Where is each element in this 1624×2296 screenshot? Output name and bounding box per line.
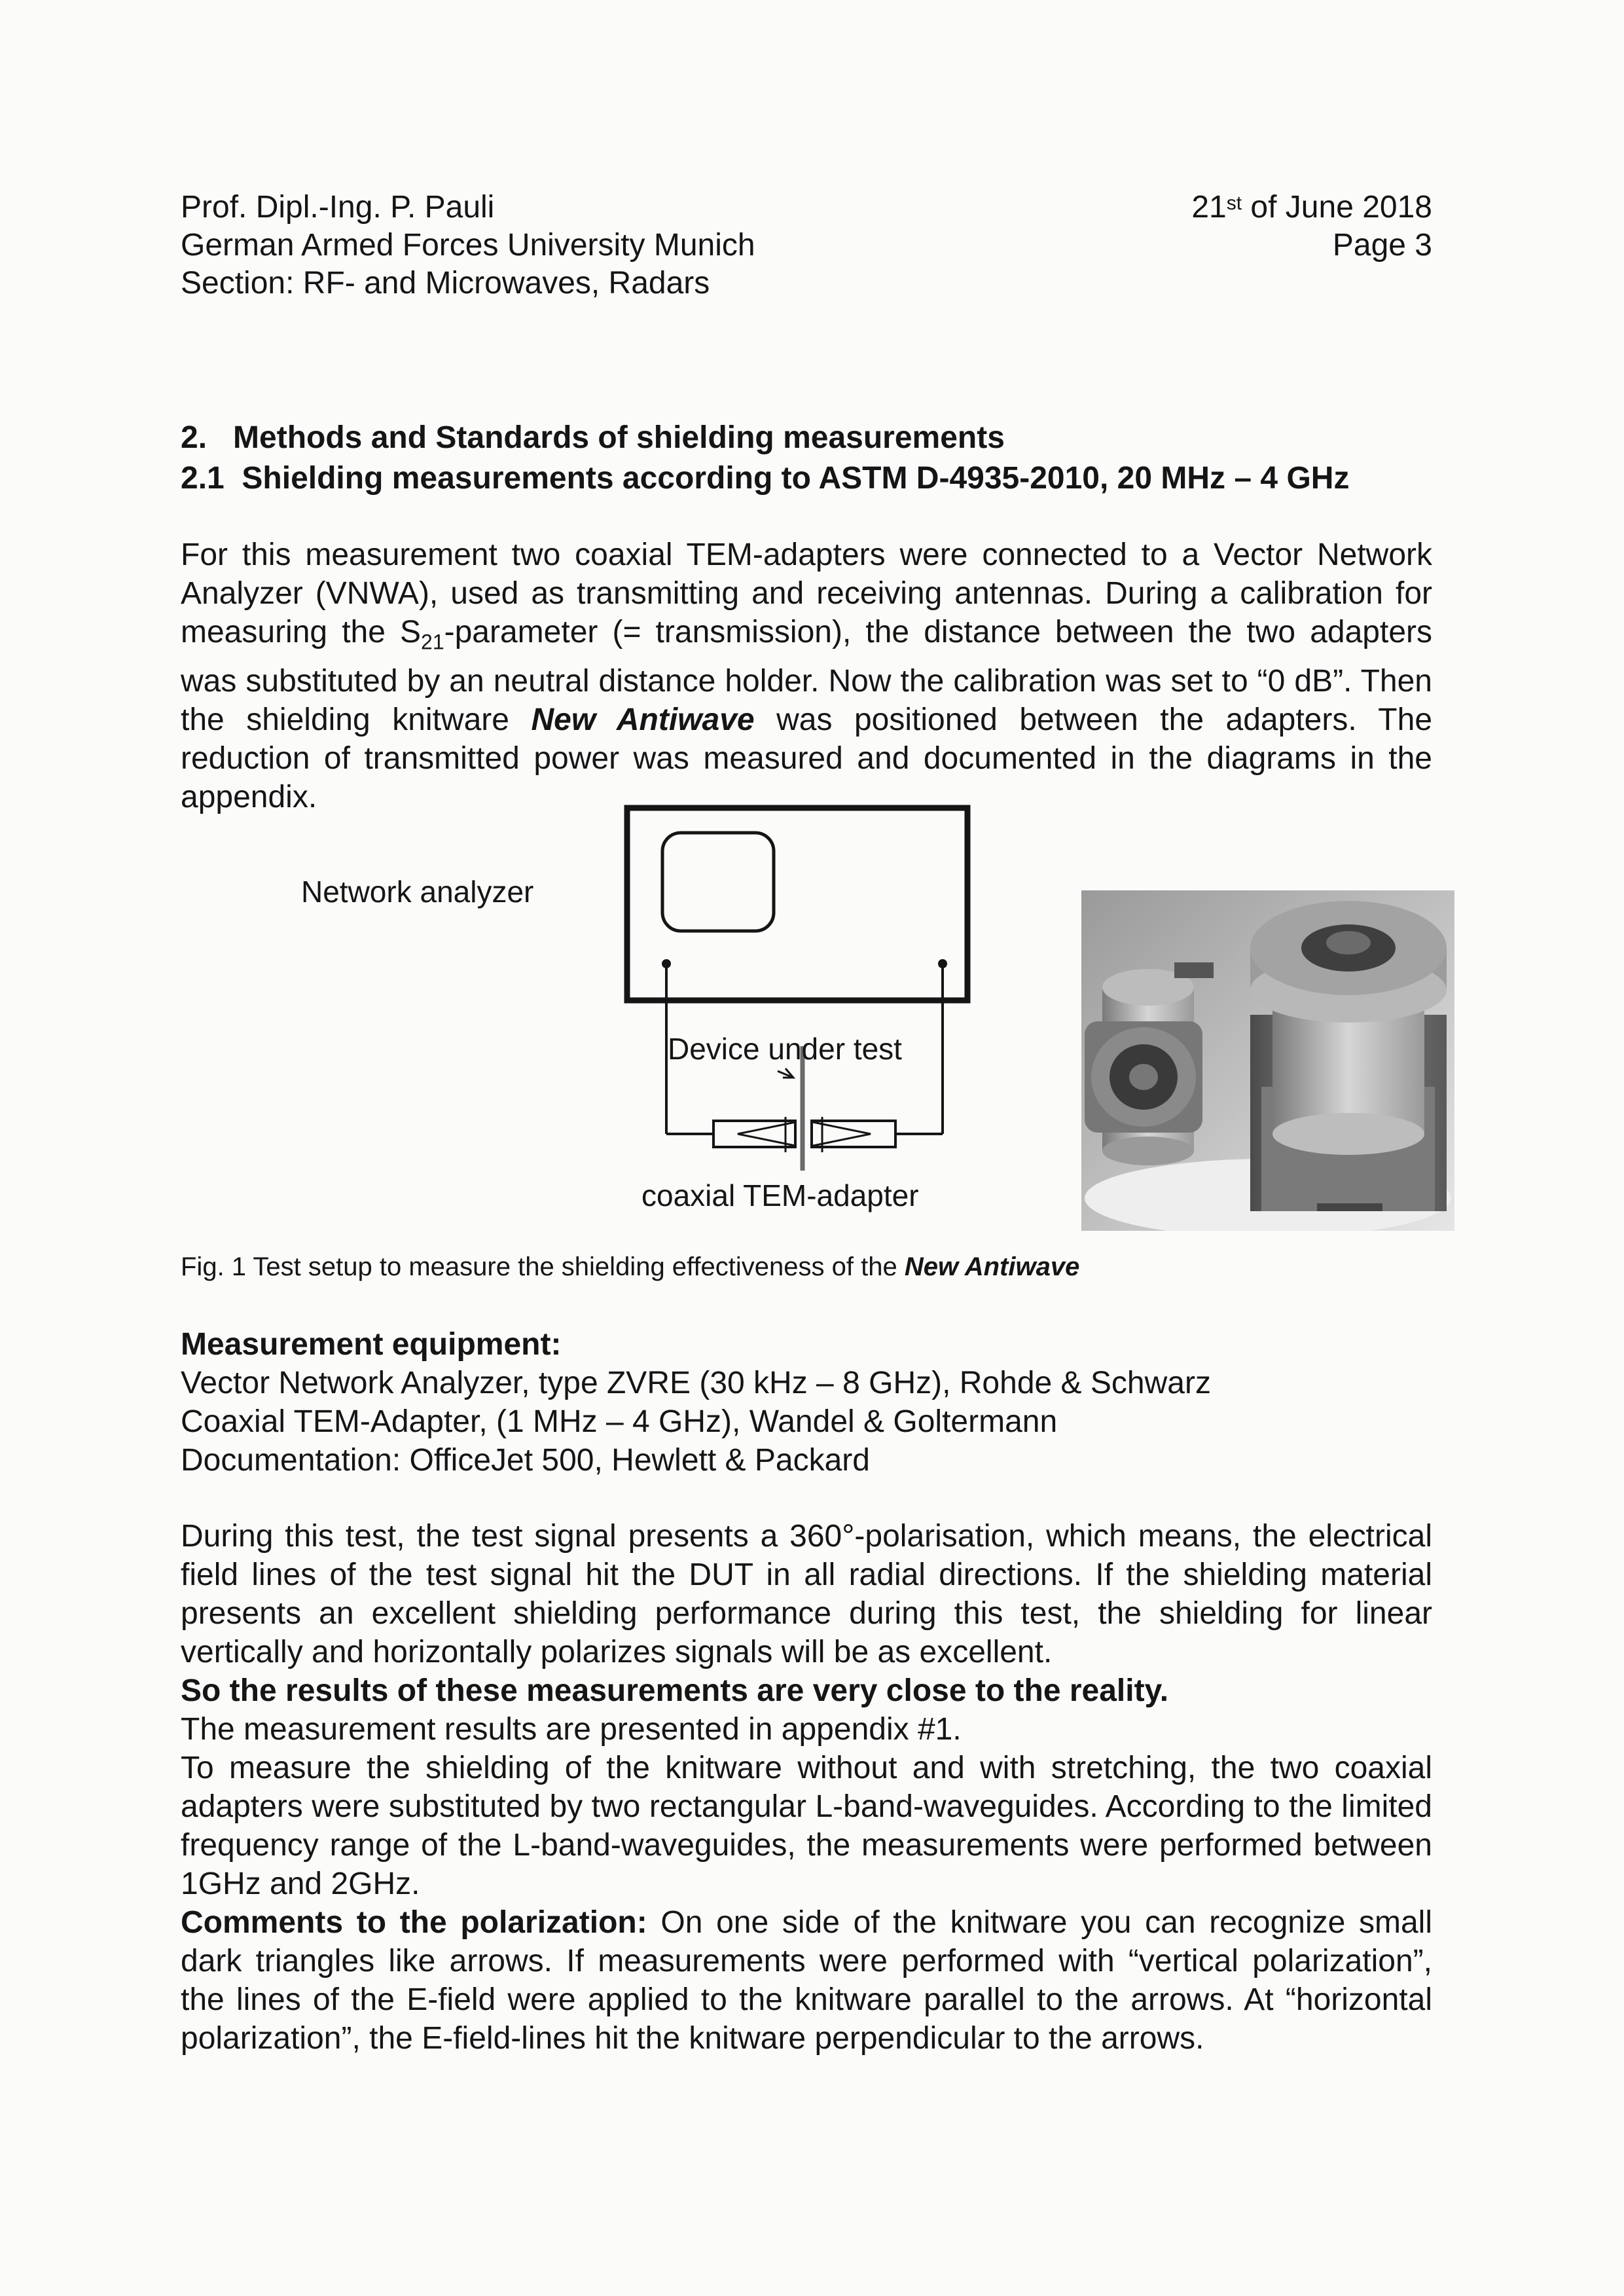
header-left bbox=[181, 189, 1032, 302]
institution: German Armed Forces University Munich bbox=[181, 228, 755, 263]
analyzer-box bbox=[627, 808, 967, 1000]
equipment-item: Coaxial TEM-Adapter, (1 MHz – 4 GHz), Wandel & Goltermann bbox=[181, 1404, 1058, 1439]
page-number: Page 3 bbox=[1332, 228, 1432, 263]
product-name: New Antiwave bbox=[531, 702, 755, 737]
network-analyzer-label: Network analyzer bbox=[301, 875, 534, 909]
test-setup-schematic bbox=[615, 799, 1021, 1218]
equipment-heading: Measurement equipment: bbox=[181, 1327, 562, 1362]
date: 21st of June 2018 bbox=[1191, 190, 1432, 225]
heading-2-1: 2.1 Shielding measurements according to ASTM D-4935-2010, 20 MHz – 4 GHz bbox=[181, 461, 1350, 496]
polarisation-paragraph: During this test, the test signal presents a 360°-polarisation, which means, the electrical field lines of the test signal hit the DUT in all radial directions. If the shielding material presents an excellent shielding performance during this test, the shielding for linear vertically and horizontally polarizes signals will be as excellent. bbox=[181, 1519, 1432, 1669]
adapter-label: coaxial TEM-adapter bbox=[641, 1178, 919, 1212]
intro-paragraph: For this measurement two coaxial TEM-adapters were connected to a Vector Network Analyzer (VNWA), used as transmitting and receiving antennas. During a calibration for measuring the $S_{21}$-parameter (= transmission), the distance between the two adapters was substituted by an neutral distance holder. Now the calibration was set to “0 dB”. Then the shielding knitware New Antiwave was positioned between the adapters. The reduction of transmitted power was measured and documented in the diagrams in the appendix. bbox=[181, 538, 1433, 814]
waveguide-paragraph: To measure the shielding of the knitware without and with stretching, the two coaxial adapters were substituted by two rectangular L-band-waveguides. According to the limited frequency range of the L-band-waveguides, the measurements were performed between 1GHz and 2GHz. bbox=[181, 1751, 1432, 1901]
results-line: The measurement results are presented in appendix #1. bbox=[181, 1712, 962, 1747]
comments-paragraph: Comments to the polarization: On one side of the knitware you can recognize small dark triangles like arrows. If measurements were performed with “vertical polarization”, the lines of the E-field were applied to the knitware parallel to the arrows. At “horizontal polarization”, the E-field-lines hit the knitware perpendicular to the arrows. bbox=[181, 1905, 1433, 2056]
equipment-item: Documentation: OfficeJet 500, Hewlett & Packard bbox=[181, 1443, 870, 1478]
header-right bbox=[1021, 189, 1432, 264]
comments-label: Comments to the polarization: bbox=[181, 1905, 647, 1940]
dut-label: Device under test bbox=[668, 1032, 902, 1066]
heading-2: 2. Methods and Standards of shielding measurements bbox=[181, 420, 1005, 455]
section: Section: RF- and Microwaves, Radars bbox=[181, 266, 710, 301]
figure-caption: Fig. 1 Test setup to measure the shielding effectiveness of the New Antiwave bbox=[181, 1252, 1080, 1281]
author: Prof. Dipl.-Ing. P. Pauli bbox=[181, 190, 495, 225]
analyzer-screen bbox=[662, 833, 774, 931]
conclusion-line: So the results of these measurements are very close to the reality. bbox=[181, 1673, 1169, 1708]
equipment-item: Vector Network Analyzer, type ZVRE (30 kHz – 8 GHz), Rohde & Schwarz bbox=[181, 1366, 1211, 1400]
adapter-photo bbox=[1081, 890, 1454, 1231]
